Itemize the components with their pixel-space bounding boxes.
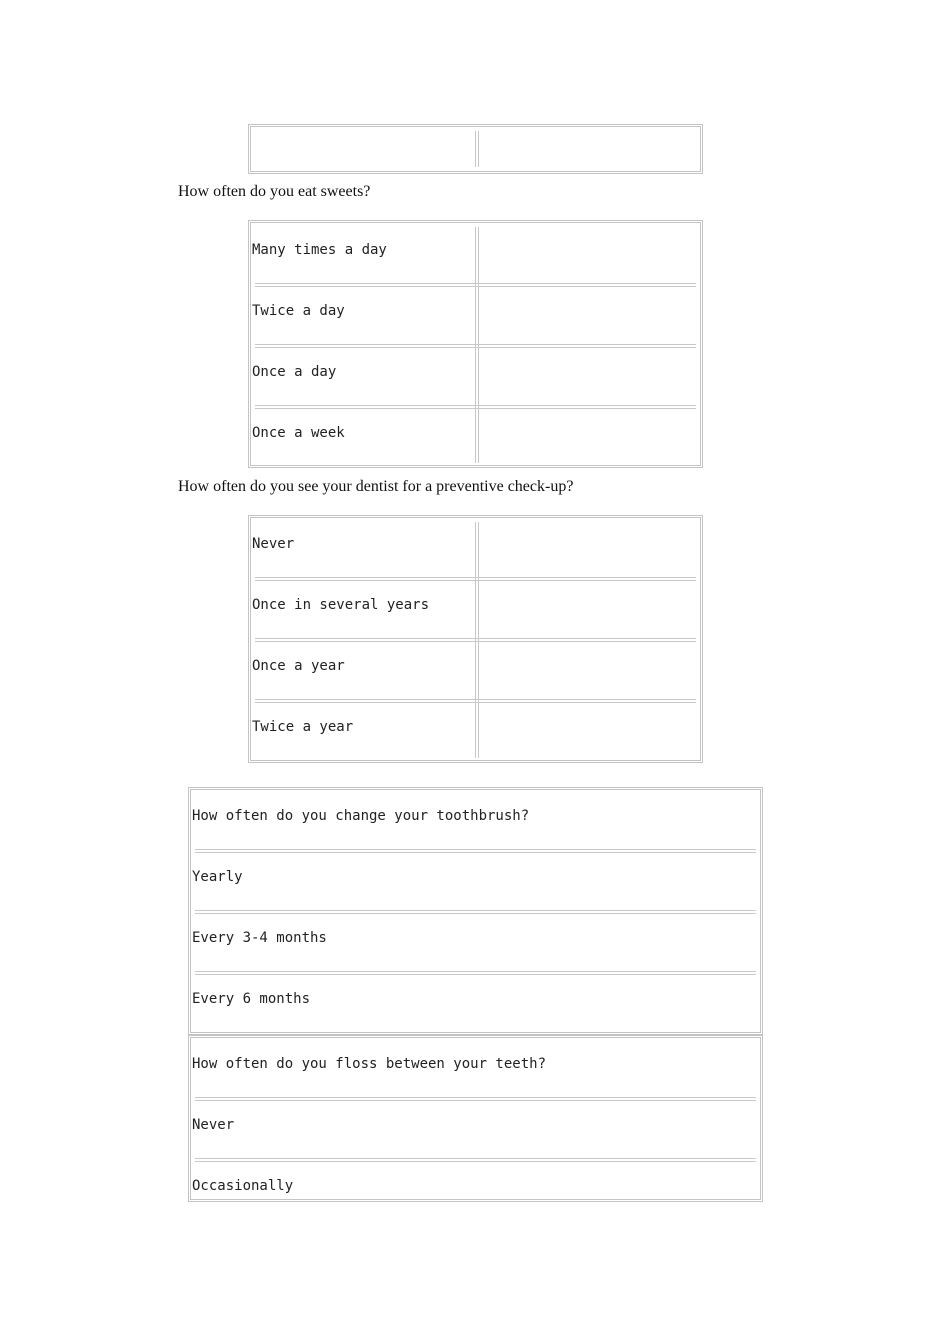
question-sweets: How often do you eat sweets? (178, 183, 371, 200)
option-label: Once a week (252, 425, 345, 441)
question-dentist: How often do you see your dentist for a preventive check-up? (178, 478, 574, 495)
option-label: Once in several years (252, 597, 430, 613)
option-label: Once a day (252, 364, 337, 380)
option-label: Twice a day (252, 303, 345, 319)
row-divider (255, 638, 696, 642)
question-label: How often do you floss between your teeth? (192, 1056, 547, 1072)
floss-table (188, 1035, 763, 1202)
toothbrush-table (188, 787, 763, 1035)
option-label: Yearly (192, 869, 243, 885)
row-divider (195, 1097, 756, 1101)
option-label: Twice a year (252, 719, 354, 735)
question-label: How often do you change your toothbrush? (192, 808, 530, 824)
row-divider (195, 1158, 756, 1162)
row-divider (195, 849, 756, 853)
sweets-table (248, 220, 703, 468)
option-label: Every 6 months (192, 991, 311, 1007)
row-divider (195, 971, 756, 975)
option-label: Every 3-4 months (192, 930, 327, 946)
dentist-table (248, 515, 703, 763)
option-label: Never (192, 1117, 235, 1133)
option-label: Many times a day (252, 242, 387, 258)
column-divider (475, 131, 479, 167)
top-empty-table (248, 124, 703, 174)
option-label: Occasionally (192, 1178, 294, 1194)
option-label: Once a year (252, 658, 345, 674)
row-divider (255, 577, 696, 581)
row-divider (255, 405, 696, 409)
option-label: Never (252, 536, 295, 552)
row-divider (195, 910, 756, 914)
row-divider (255, 699, 696, 703)
row-divider (255, 344, 696, 348)
row-divider (255, 283, 696, 287)
